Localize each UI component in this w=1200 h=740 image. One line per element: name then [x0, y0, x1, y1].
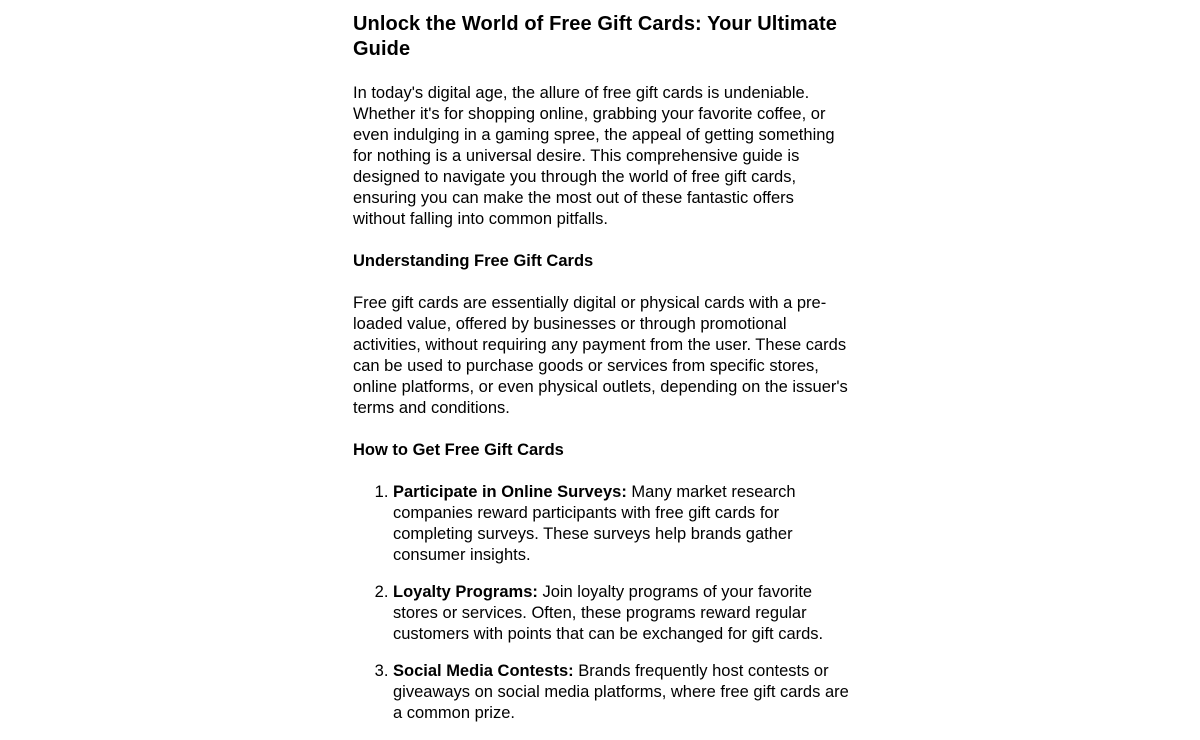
- list-item-label: Social Media Contests:: [393, 662, 574, 680]
- section-heading-how-to-get: How to Get Free Gift Cards: [353, 441, 564, 459]
- list-item: [393, 582, 849, 645]
- list-item-text: Many market research companies reward participants with free gift cards for completing surveys. These surveys help brands gather consumer insights.: [393, 483, 796, 564]
- intro-paragraph: In today's digital age, the allure of free gift cards is undeniable. Whether it's for shopping online, grabbing your favorite coffee, or even indulging in a gaming spree, the appeal of getting something for nothing is a universal desire. This comprehensive guide is designed to navigate you through the world of free gift cards, ensuring you can make the most out of these fantastic offers without falling into common pitfalls.: [353, 84, 835, 228]
- list-item: [393, 661, 849, 724]
- list-item-label: Participate in Online Surveys:: [393, 483, 627, 501]
- article: [353, 0, 849, 740]
- list-item: [393, 482, 849, 566]
- how-to-list: [353, 482, 849, 724]
- article-title: Unlock the World of Free Gift Cards: Your Ultimate Guide: [353, 13, 837, 60]
- list-item-text: Brands frequently host contests or giveaways on social media platforms, where free gift cards are a common prize.: [393, 662, 849, 722]
- list-item-label: Loyalty Programs:: [393, 583, 538, 601]
- section-heading-understanding: Understanding Free Gift Cards: [353, 252, 594, 270]
- section-body-understanding: Free gift cards are essentially digital or physical cards with a pre-loaded value, offered by businesses or through promotional activities, without requiring any payment from the user. These cards can be used to purchase goods or services from specific stores, online platforms, or even physical outlets, depending on the issuer's terms and conditions.: [353, 294, 848, 417]
- list-item-text: Join loyalty programs of your favorite stores or services. Often, these programs reward regular customers with points that can be exchanged for gift cards.: [393, 583, 824, 643]
